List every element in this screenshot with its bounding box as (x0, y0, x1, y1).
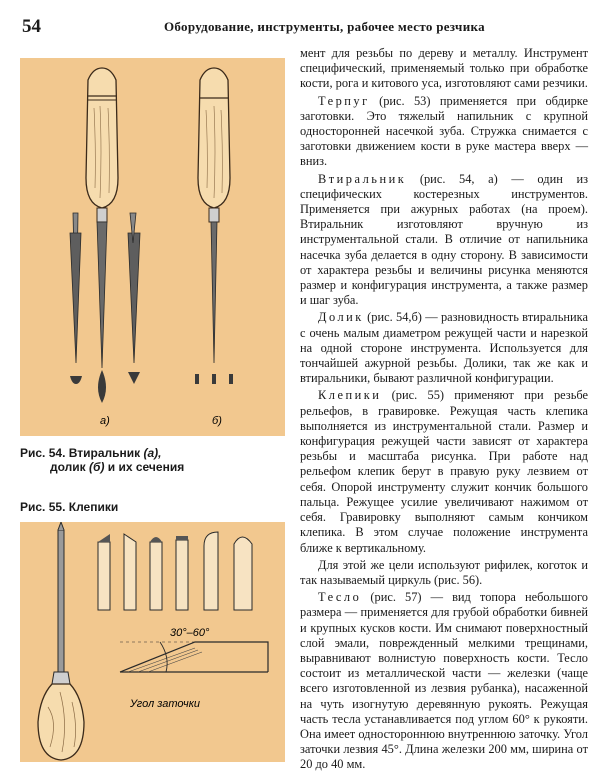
chisel-with-handle (38, 522, 84, 760)
cross-sections (70, 370, 233, 403)
term: Тесло (318, 590, 362, 605)
figure-54-illustration (20, 58, 285, 436)
handle-a (86, 68, 118, 222)
page-number: 54 (22, 16, 41, 37)
term: Клепики (318, 388, 382, 403)
page-header (22, 14, 578, 38)
paragraph: Для этой же цели используют рифилек, коготок и так называемый циркуль (рис. 56). (300, 557, 588, 587)
paragraph: Клепики (рис. 55) применяют при резьбе рельефов, в гравировке. Режущая часть клепика выполняется из инструментальной стали. Размер и конфигурация режущей части зависят от характера резьбы и масштаба рисунка. При работе над рельефом клепик берут в правую руку лезвием от себя. Опорой инструменту служит кончик большого пальца. Режущее усилие увеличивают нажимом от себя. Гравировку выполняют самым кончиком клепика. В этом случае положение инструмента ближе к вертикальному. (300, 388, 588, 555)
paragraph: мент для резьбы по дереву и металлу. Инструмент специфический, применяемый только при обработке кости, рога и китового уса, изготовляют сами резчики. (300, 46, 588, 91)
tools-drawing-54 (20, 58, 285, 436)
angle-caption: Угол заточки (130, 698, 201, 710)
sharpening-angle-diagram (120, 627, 268, 710)
body-text-column (300, 46, 588, 773)
label-a: а) (100, 415, 110, 427)
running-title: Оборудование, инструменты, рабочее место резчика (164, 19, 485, 34)
paragraph: Терпуг (рис. 53) применяется при обдирке заготовки. Это тяжелый напильник с крупной односторонней насечкой зуба. Стружка снимается с заготовки движением кости в руке мастера вверх — вниз. (300, 93, 588, 169)
paragraph: Долик (рис. 54,б) — разновидность втиральника с очень малым диаметром режущей части и нарезкой на одной стороне инструмента. Используется для тончайшей ажурной резьбы. Долики, так же как и втиральники, бывают различной конфигурации. (300, 310, 588, 386)
term: Втиральник (318, 171, 407, 186)
paragraph: Втиральник (рис. 54, а) — один из специфических костерезных инструментов. Применяется при ажурных работах (на проем). Втиральник изготовляют вручную из инструментальной стали. В отличие от напильника насечка зуба делается в одну сторону. В зависимости от характера резьбы и величины рисунка меняются размер и конфигурация инструмента, а также размер и шаг зуба. (300, 171, 588, 308)
blade-profiles (98, 532, 252, 610)
chisels-drawing-55 (20, 522, 285, 762)
file-a-blades (70, 213, 140, 368)
figure-54-caption: Рис. 54. Втиральник (а), долик (б) и их сечения (20, 446, 185, 474)
label-b: б) (212, 415, 222, 427)
term: Долик (318, 310, 364, 325)
handle-b (198, 68, 230, 363)
figure-55-caption: Рис. 55. Клепики (20, 500, 119, 514)
paragraph: Тесло (рис. 57) — вид топора небольшого размера — применяется для грубой обработки бивней и крупных кусков кости. Им снимают поверхностный слой эмали, поврежденный мелкими трещинами, выравнивают волнистую поверхность кости. Тесло состоит из металлической части — железки (чаще всего изготовленной из лезвия рубанка), насаженной на чуть изогнутую деревянную рукоять. Режущая часть тесла устанавливается под углом 60° к рукояти. Она имеет одностороннюю внутреннюю заточку. Угол заточки лезвия 45°. Длина железки 200 мм, ширина от 20 до 40 мм. (300, 590, 588, 772)
figure-55-illustration (20, 522, 285, 762)
term: Терпуг (318, 93, 370, 108)
angle-label: 30°–60° (170, 627, 210, 639)
